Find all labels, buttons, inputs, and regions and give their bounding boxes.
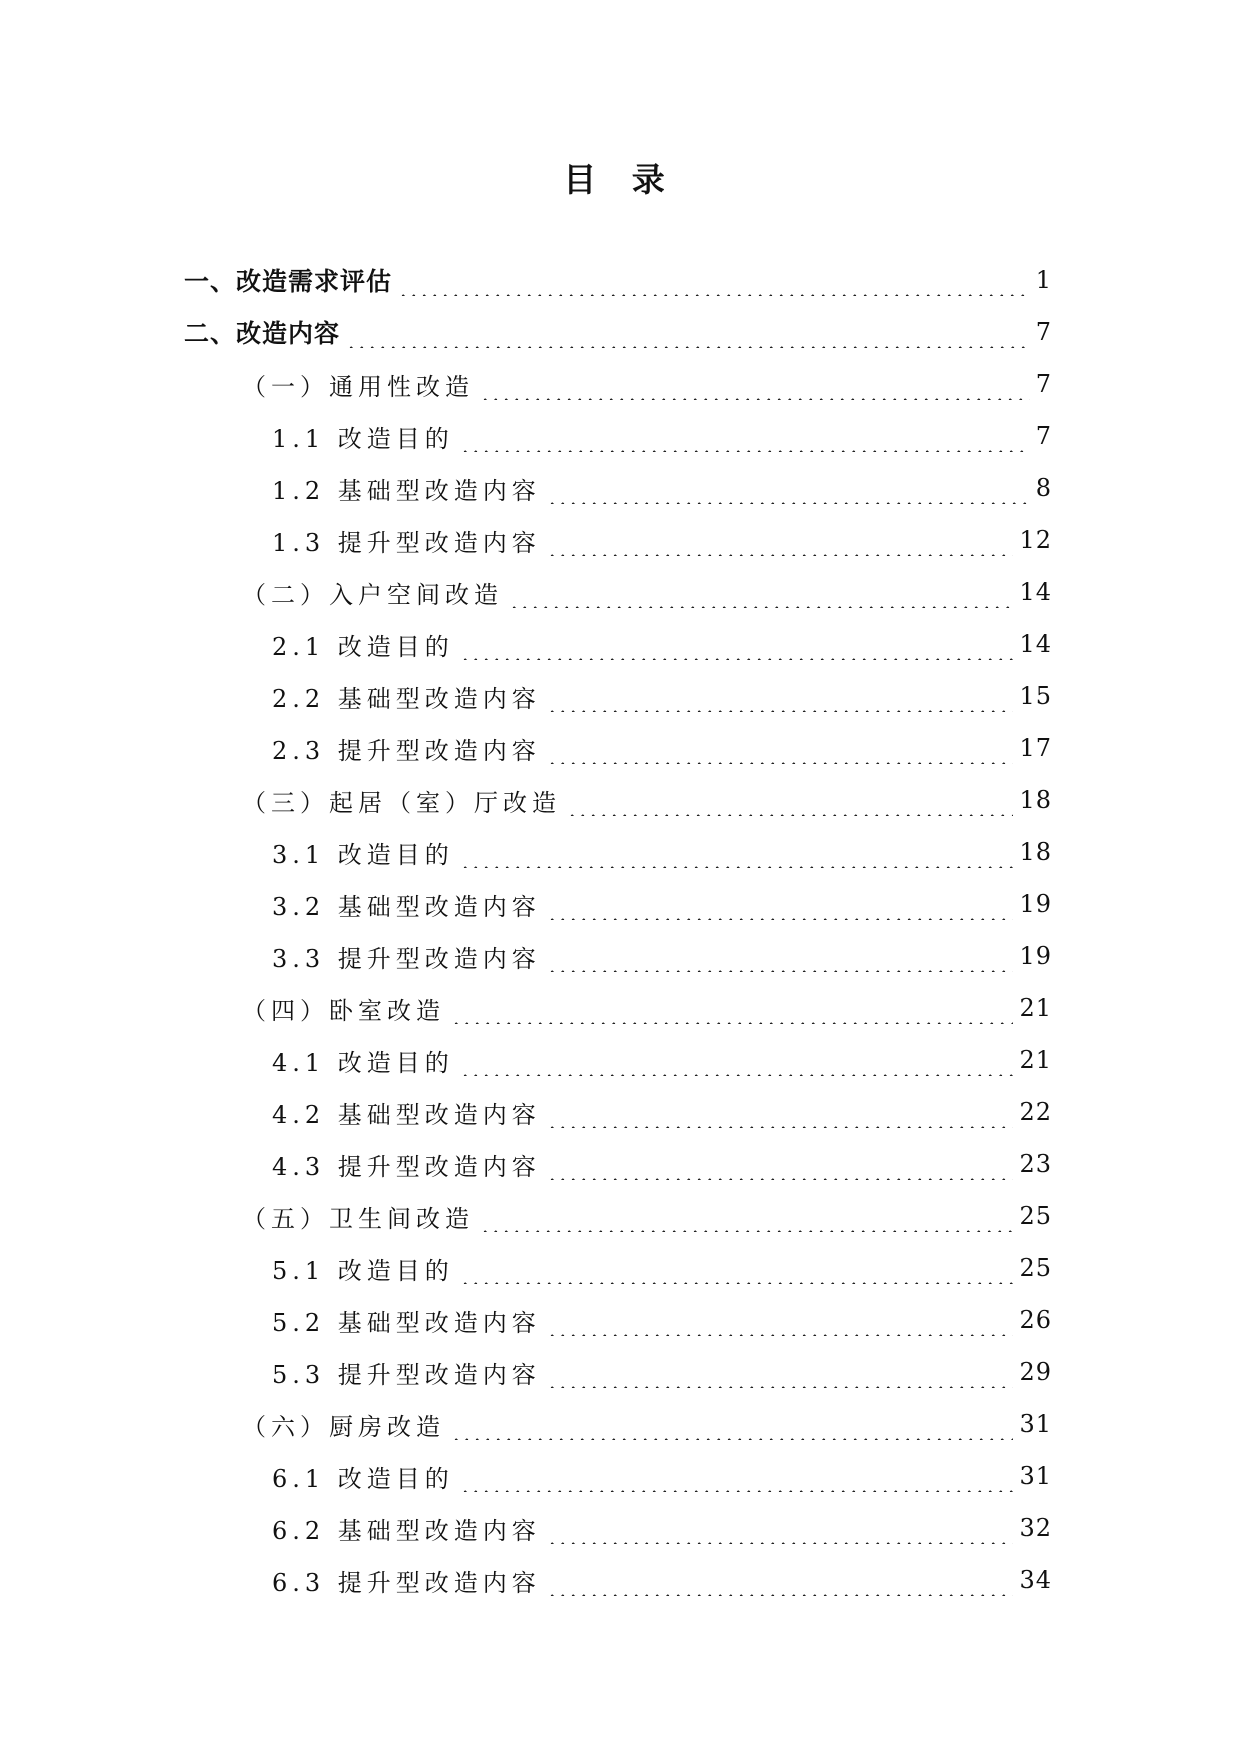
toc-entry-title: （四）卧室改造 [242, 996, 445, 1025]
toc-entry[interactable] [184, 358, 1052, 410]
toc-entry-page-number: 34 [1019, 1566, 1052, 1594]
toc-entry[interactable] [184, 618, 1052, 670]
toc-entry[interactable] [184, 1086, 1052, 1138]
toc-entry-page-number: 8 [1035, 474, 1052, 502]
toc-entry-page-number: 15 [1019, 682, 1052, 710]
toc-entry-title: 6.1 改造目的 [272, 1464, 454, 1493]
toc-entry[interactable] [184, 306, 1052, 358]
toc-entry-page-number: 31 [1019, 1462, 1052, 1490]
toc-dot-leader [346, 320, 1030, 348]
toc-entry-page-number: 22 [1019, 1098, 1052, 1126]
toc-entry-title: 2.3 提升型改造内容 [272, 736, 541, 765]
toc-entry-title: 5.3 提升型改造内容 [272, 1360, 541, 1389]
table-of-contents [184, 254, 1052, 1606]
toc-dot-leader [398, 268, 1030, 296]
toc-entry-title: （五）卫生间改造 [242, 1204, 474, 1233]
toc-entry[interactable] [184, 774, 1052, 826]
toc-entry-title: 3.2 基础型改造内容 [272, 892, 541, 921]
toc-entry[interactable] [184, 1554, 1052, 1606]
toc-dot-leader [547, 1360, 1014, 1388]
toc-entry-title: 4.3 提升型改造内容 [272, 1152, 541, 1181]
toc-entry-page-number: 12 [1019, 526, 1052, 554]
toc-dot-leader [460, 1256, 1014, 1284]
toc-dot-leader [460, 840, 1014, 868]
toc-entry-page-number: 14 [1019, 578, 1052, 606]
toc-entry-page-number: 21 [1019, 994, 1052, 1022]
toc-entry-title: （六）厨房改造 [242, 1412, 445, 1441]
toc-dot-leader [451, 1412, 1013, 1440]
toc-dot-leader [547, 736, 1014, 764]
toc-entry[interactable] [184, 1398, 1052, 1450]
toc-dot-leader [451, 996, 1013, 1024]
toc-entry[interactable] [184, 982, 1052, 1034]
toc-entry-page-number: 18 [1019, 786, 1052, 814]
toc-entry-page-number: 18 [1019, 838, 1052, 866]
toc-dot-leader [547, 892, 1014, 920]
toc-entry-title: （一）通用性改造 [242, 372, 474, 401]
toc-entry-title: 3.1 改造目的 [272, 840, 454, 869]
toc-entry-page-number: 26 [1019, 1306, 1052, 1334]
toc-entry-title: 1.1 改造目的 [272, 424, 454, 453]
toc-entry[interactable] [184, 410, 1052, 462]
toc-entry-title: 6.2 基础型改造内容 [272, 1516, 541, 1545]
toc-entry-page-number: 1 [1035, 266, 1052, 294]
toc-dot-leader [547, 1152, 1014, 1180]
toc-entry-page-number: 14 [1019, 630, 1052, 658]
toc-entry-title: 1.3 提升型改造内容 [272, 528, 541, 557]
toc-entry[interactable] [184, 670, 1052, 722]
toc-entry[interactable] [184, 1138, 1052, 1190]
toc-entry-page-number: 32 [1019, 1514, 1052, 1542]
toc-entry-title: 5.1 改造目的 [272, 1256, 454, 1285]
toc-entry-page-number: 7 [1035, 422, 1052, 450]
toc-entry-title: （二）入户空间改造 [242, 580, 503, 609]
toc-entry[interactable] [184, 566, 1052, 618]
toc-entry-title: 5.2 基础型改造内容 [272, 1308, 541, 1337]
toc-entry-title: 二、改造内容 [184, 319, 341, 348]
toc-dot-leader [547, 1308, 1014, 1336]
toc-entry-title: 2.2 基础型改造内容 [272, 684, 541, 713]
toc-entry-title: 1.2 基础型改造内容 [272, 476, 541, 505]
toc-entry[interactable] [184, 1034, 1052, 1086]
toc-entry-title: 3.3 提升型改造内容 [272, 944, 541, 973]
toc-dot-leader [509, 580, 1013, 608]
page-title: 目 录 [563, 160, 677, 199]
toc-dot-leader [460, 424, 1030, 452]
toc-dot-leader [480, 1204, 1013, 1232]
toc-dot-leader [547, 684, 1014, 712]
toc-entry[interactable] [184, 1242, 1052, 1294]
toc-entry-title: 6.3 提升型改造内容 [272, 1568, 541, 1597]
toc-entry[interactable] [184, 722, 1052, 774]
toc-entry[interactable] [184, 826, 1052, 878]
toc-entry[interactable] [184, 1190, 1052, 1242]
toc-entry[interactable] [184, 462, 1052, 514]
toc-entry-page-number: 25 [1019, 1254, 1052, 1282]
toc-entry[interactable] [184, 1346, 1052, 1398]
toc-entry[interactable] [184, 254, 1052, 306]
toc-entry-page-number: 7 [1035, 318, 1052, 346]
toc-dot-leader [547, 528, 1014, 556]
toc-entry[interactable] [184, 1294, 1052, 1346]
toc-entry-title: 一、改造需求评估 [184, 267, 393, 296]
toc-dot-leader [547, 1516, 1014, 1544]
toc-dot-leader [480, 372, 1030, 400]
toc-entry[interactable] [184, 514, 1052, 566]
toc-entry-page-number: 19 [1019, 890, 1052, 918]
toc-dot-leader [547, 476, 1030, 504]
toc-dot-leader [567, 788, 1013, 816]
toc-entry-page-number: 31 [1019, 1410, 1052, 1438]
toc-entry-page-number: 25 [1019, 1202, 1052, 1230]
toc-dot-leader [460, 1048, 1014, 1076]
toc-dot-leader [547, 1568, 1014, 1596]
toc-entry-title: （三）起居（室）厅改造 [242, 788, 561, 817]
toc-dot-leader [547, 1100, 1014, 1128]
toc-entry-page-number: 21 [1019, 1046, 1052, 1074]
toc-entry[interactable] [184, 1450, 1052, 1502]
toc-entry-title: 2.1 改造目的 [272, 632, 454, 661]
toc-entry-title: 4.1 改造目的 [272, 1048, 454, 1077]
toc-entry-page-number: 23 [1019, 1150, 1052, 1178]
toc-entry[interactable] [184, 878, 1052, 930]
toc-entry-page-number: 29 [1019, 1358, 1052, 1386]
toc-entry[interactable] [184, 1502, 1052, 1554]
toc-entry-page-number: 17 [1019, 734, 1052, 762]
toc-dot-leader [460, 1464, 1014, 1492]
toc-entry[interactable] [184, 930, 1052, 982]
toc-entry-page-number: 7 [1035, 370, 1052, 398]
toc-entry-title: 4.2 基础型改造内容 [272, 1100, 541, 1129]
toc-dot-leader [547, 944, 1014, 972]
toc-entry-page-number: 19 [1019, 942, 1052, 970]
toc-dot-leader [460, 632, 1014, 660]
